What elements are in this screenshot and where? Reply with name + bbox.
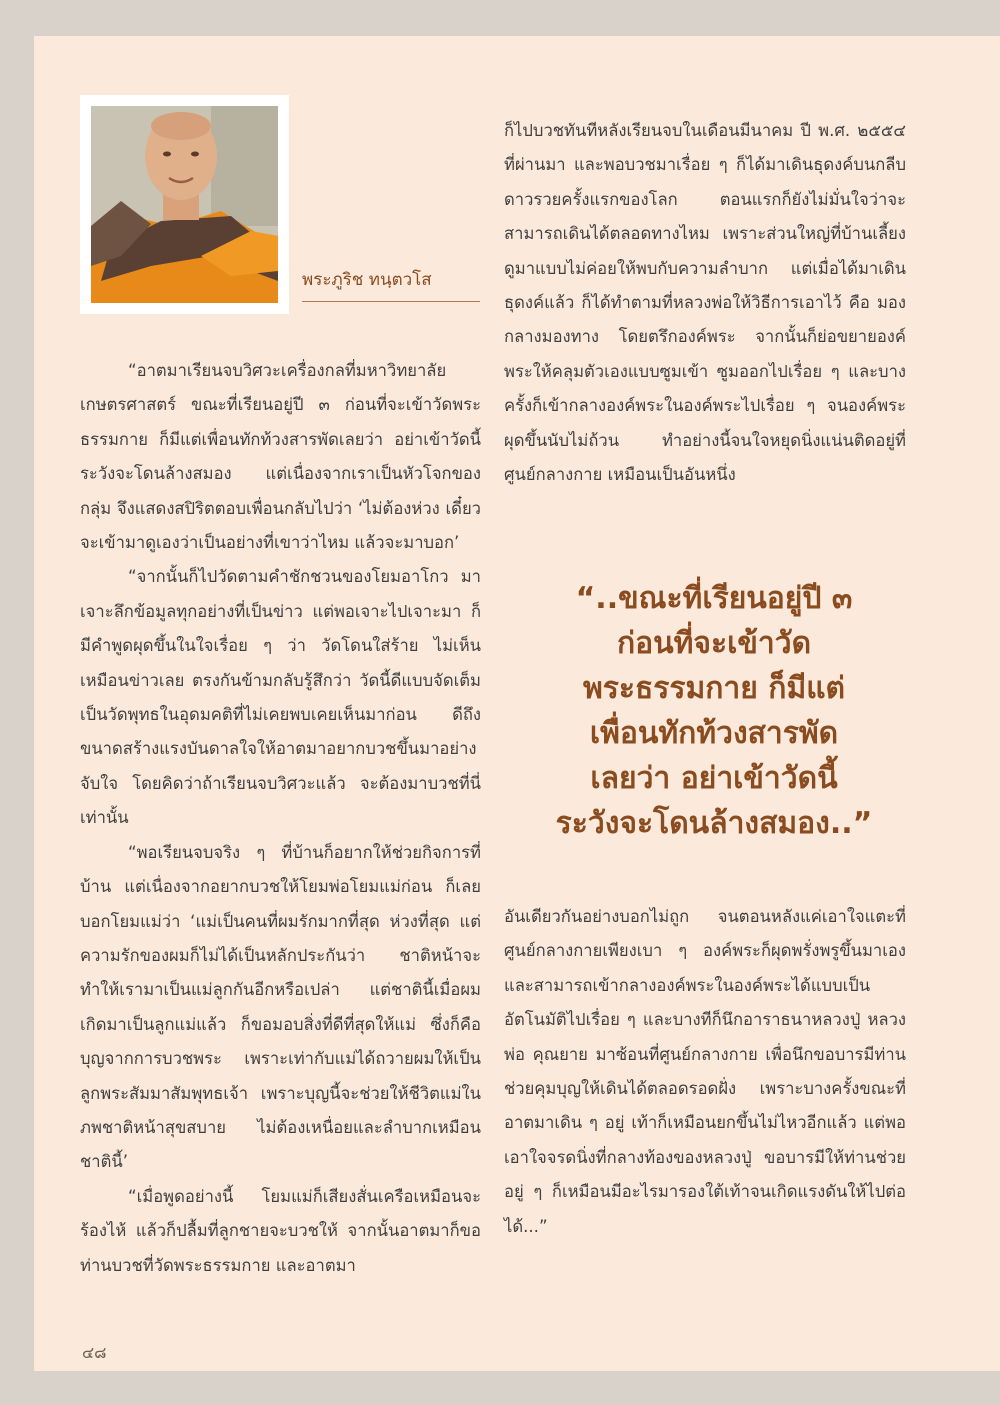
paragraph: “จากนั้นก็ไปวัดตามคำชักชวนของโยมอาโกว มาเจาะลึกข้อมูลทุกอย่างที่เป็นข่าว แต่พอเจาะไปเจาะมา ก็มีคำพูดผุดขึ้นในใจเรื่อย ๆ ว่า วัดโดนใส่ร้าย ไม่เห็นเหมือนข่าวเลย ตรงกันข้ามกลับรู้สึกว่า วัดนี้ดีแบบจัดเต็ม เป็นวัดพุทธในอุดมคติที่ไม่เคยพบเคยเห็นมาก่อน ดีถึงขนาดสร้างแรงบันดาลใจให้อาตมาอยากบวชขึ้นมาอย่างจับใจ โดยคิดว่าถ้าเรียนจบวิศวะแล้ว จะต้องมาบวชที่นี่เท่านั้น bbox=[80, 567, 481, 828]
pull-quote-line: เพื่อนทักท้วงสารพัด bbox=[589, 716, 839, 751]
pull-quote-line: “..ขณะที่เรียนอยู่ปี ๓ bbox=[575, 581, 853, 616]
portrait-photo-frame bbox=[80, 95, 289, 314]
paragraph: “เมื่อพูดอย่างนี้ โยมแม่ก็เสียงสั่นเครือเหมือนจะร้องไห้ แล้วก็ปลื้มที่ลูกชายจะบวชให้ จากนั้นอาตมาก็ขอท่านบวชที่วัดพระธรรมกาย และอาตมา bbox=[80, 1186, 481, 1275]
left-text-column bbox=[80, 354, 481, 1283]
right-text-column-top bbox=[504, 114, 906, 492]
paragraph: ก็ไปบวชทันทีหลังเรียนจบในเดือนมีนาคม ปี พ.ศ. ๒๕๕๔ ที่ผ่านมา และพอบวชมาเรื่อย ๆ ก็ได้มาเดินธุดงค์บนกลีบดาวรวยครั้งแรกของโลก ตอนแรกก็ยังไม่มั่นใจว่าจะสามารถเดินได้ตลอดทางไหม เพราะส่วนใหญ่ที่บ้านเลี้ยงดูมาแบบไม่ค่อยให้พบกับความลำบาก แต่เมื่อได้มาเดินธุดงค์แล้ว ก็ได้ทำตามที่หลวงพ่อให้วิธีการเอาไว้ คือ มองกลางมองทาง โดยตรึกองค์พระ จากนั้นก็ย่อขยายองค์พระให้คลุมตัวเองแบบซูมเข้า ซูมออกไปเรื่อย ๆ และบางครั้งก็เข้ากลางองค์พระในองค์พระไปเรื่อย ๆ จนองค์พระผุดขึ้นนับไม่ถ้วน ทำอย่างนี้จนใจหยุดนิ่งแน่นติดอยู่ที่ศูนย์กลางกาย เหมือนเป็นอันหนึ่ง bbox=[504, 121, 906, 485]
photo-caption: พระภูริช ทนฺตวโส bbox=[302, 266, 480, 302]
monk-portrait-illustration bbox=[91, 106, 278, 303]
page-number: ๔๘ bbox=[82, 1343, 107, 1362]
paragraph: อันเดียวกันอย่างบอกไม่ถูก จนตอนหลังแค่เอาใจแตะที่ศูนย์กลางกายเพียงเบา ๆ องค์พระก็ผุดพรั่งพรูขึ้นมาเอง และสามารถเข้ากลางองค์พระในองค์พระได้แบบเป็นอัตโนมัติไปเรื่อย ๆ และบางทีก็นึกอาราธนาหลวงปู่ หลวงพ่อ คุณยาย มาซ้อนที่ศูนย์กลางกาย เพื่อนึกขอบารมีท่านช่วยคุมบุญให้เดินได้ตลอดรอดฝั่ง เพราะบางครั้งขณะที่อาตมาเดิน ๆ อยู่ เท้าก็เหมือนยกขึ้นไม่ไหวอีกแล้ว แต่พอเอาใจจรดนิ่งที่กลางท้องของหลวงปู่ ขอบารมีให้ท่านช่วย อยู่ ๆ ก็เหมือนมีอะไรมารองใต้เท้าจนเกิดแรงดันให้ไปต่อได้...” bbox=[504, 907, 906, 1236]
paragraph: “พอเรียนจบจริง ๆ ที่บ้านก็อยากให้ช่วยกิจการที่บ้าน แต่เนื่องจากอยากบวชให้โยมพ่อโยมแม่ก่อน ก็เลยบอกโยมแม่ว่า ‘แม่เป็นคนที่ผมรักมากที่สุด ห่วงที่สุด แต่ความรักของผมก็ไม่ได้เป็นหลักประกันว่า ชาติหน้าจะทำให้เรามาเป็นแม่ลูกกันอีกหรือเปล่า แต่ชาตินี้เมื่อผมเกิดมาเป็นลูกแม่แล้ว ก็ขอมอบสิ่งที่ดีที่สุดให้แม่ ซึ่งก็คือบุญจากการบวชพระ เพราะเท่ากับแม่ได้ถวายผมให้เป็นลูกพระสัมมาสัมพุทธเจ้า เพราะบุญนี้จะช่วยให้ชีวิตแม่ในภพชาติหน้าสุขสบาย ไม่ต้องเหนื่อยและลำบากเหมือนชาตินี้’ bbox=[80, 842, 481, 1172]
pull-quote-line: เลยว่า อย่าเข้าวัดนี้ bbox=[590, 761, 838, 796]
monk-portrait-image bbox=[91, 106, 278, 303]
pull-quote-line: พระธรรมกาย ก็มีแต่ bbox=[582, 671, 846, 706]
pull-quote-line: ก่อนที่จะเข้าวัด bbox=[616, 626, 812, 661]
pull-quote bbox=[504, 576, 924, 846]
paragraph: “อาตมาเรียนจบวิศวะเครื่องกลที่มหาวิทยาลัยเกษตรศาสตร์ ขณะที่เรียนอยู่ปี ๓ ก่อนที่จะเข้าวัดพระธรรมกาย ก็มีแต่เพื่อนทักท้วงสารพัดเลยว่า อย่าเข้าวัดนี้ ระวังจะโดนล้างสมอง แต่เนื่องจากเราเป็นหัวโจกของกลุ่ม จึงแสดงสปิริตตอบเพื่อนกลับไปว่า ‘ไม่ต้องห่วง เดี๋ยวจะเข้ามาดูเองว่าเป็นอย่างที่เขาว่าไหม แล้วจะมาบอก’ bbox=[80, 361, 481, 553]
right-text-column-bottom bbox=[504, 900, 906, 1244]
magazine-page bbox=[34, 36, 1000, 1371]
pull-quote-line: ระวังจะโดนล้างสมอง..” bbox=[555, 806, 873, 841]
